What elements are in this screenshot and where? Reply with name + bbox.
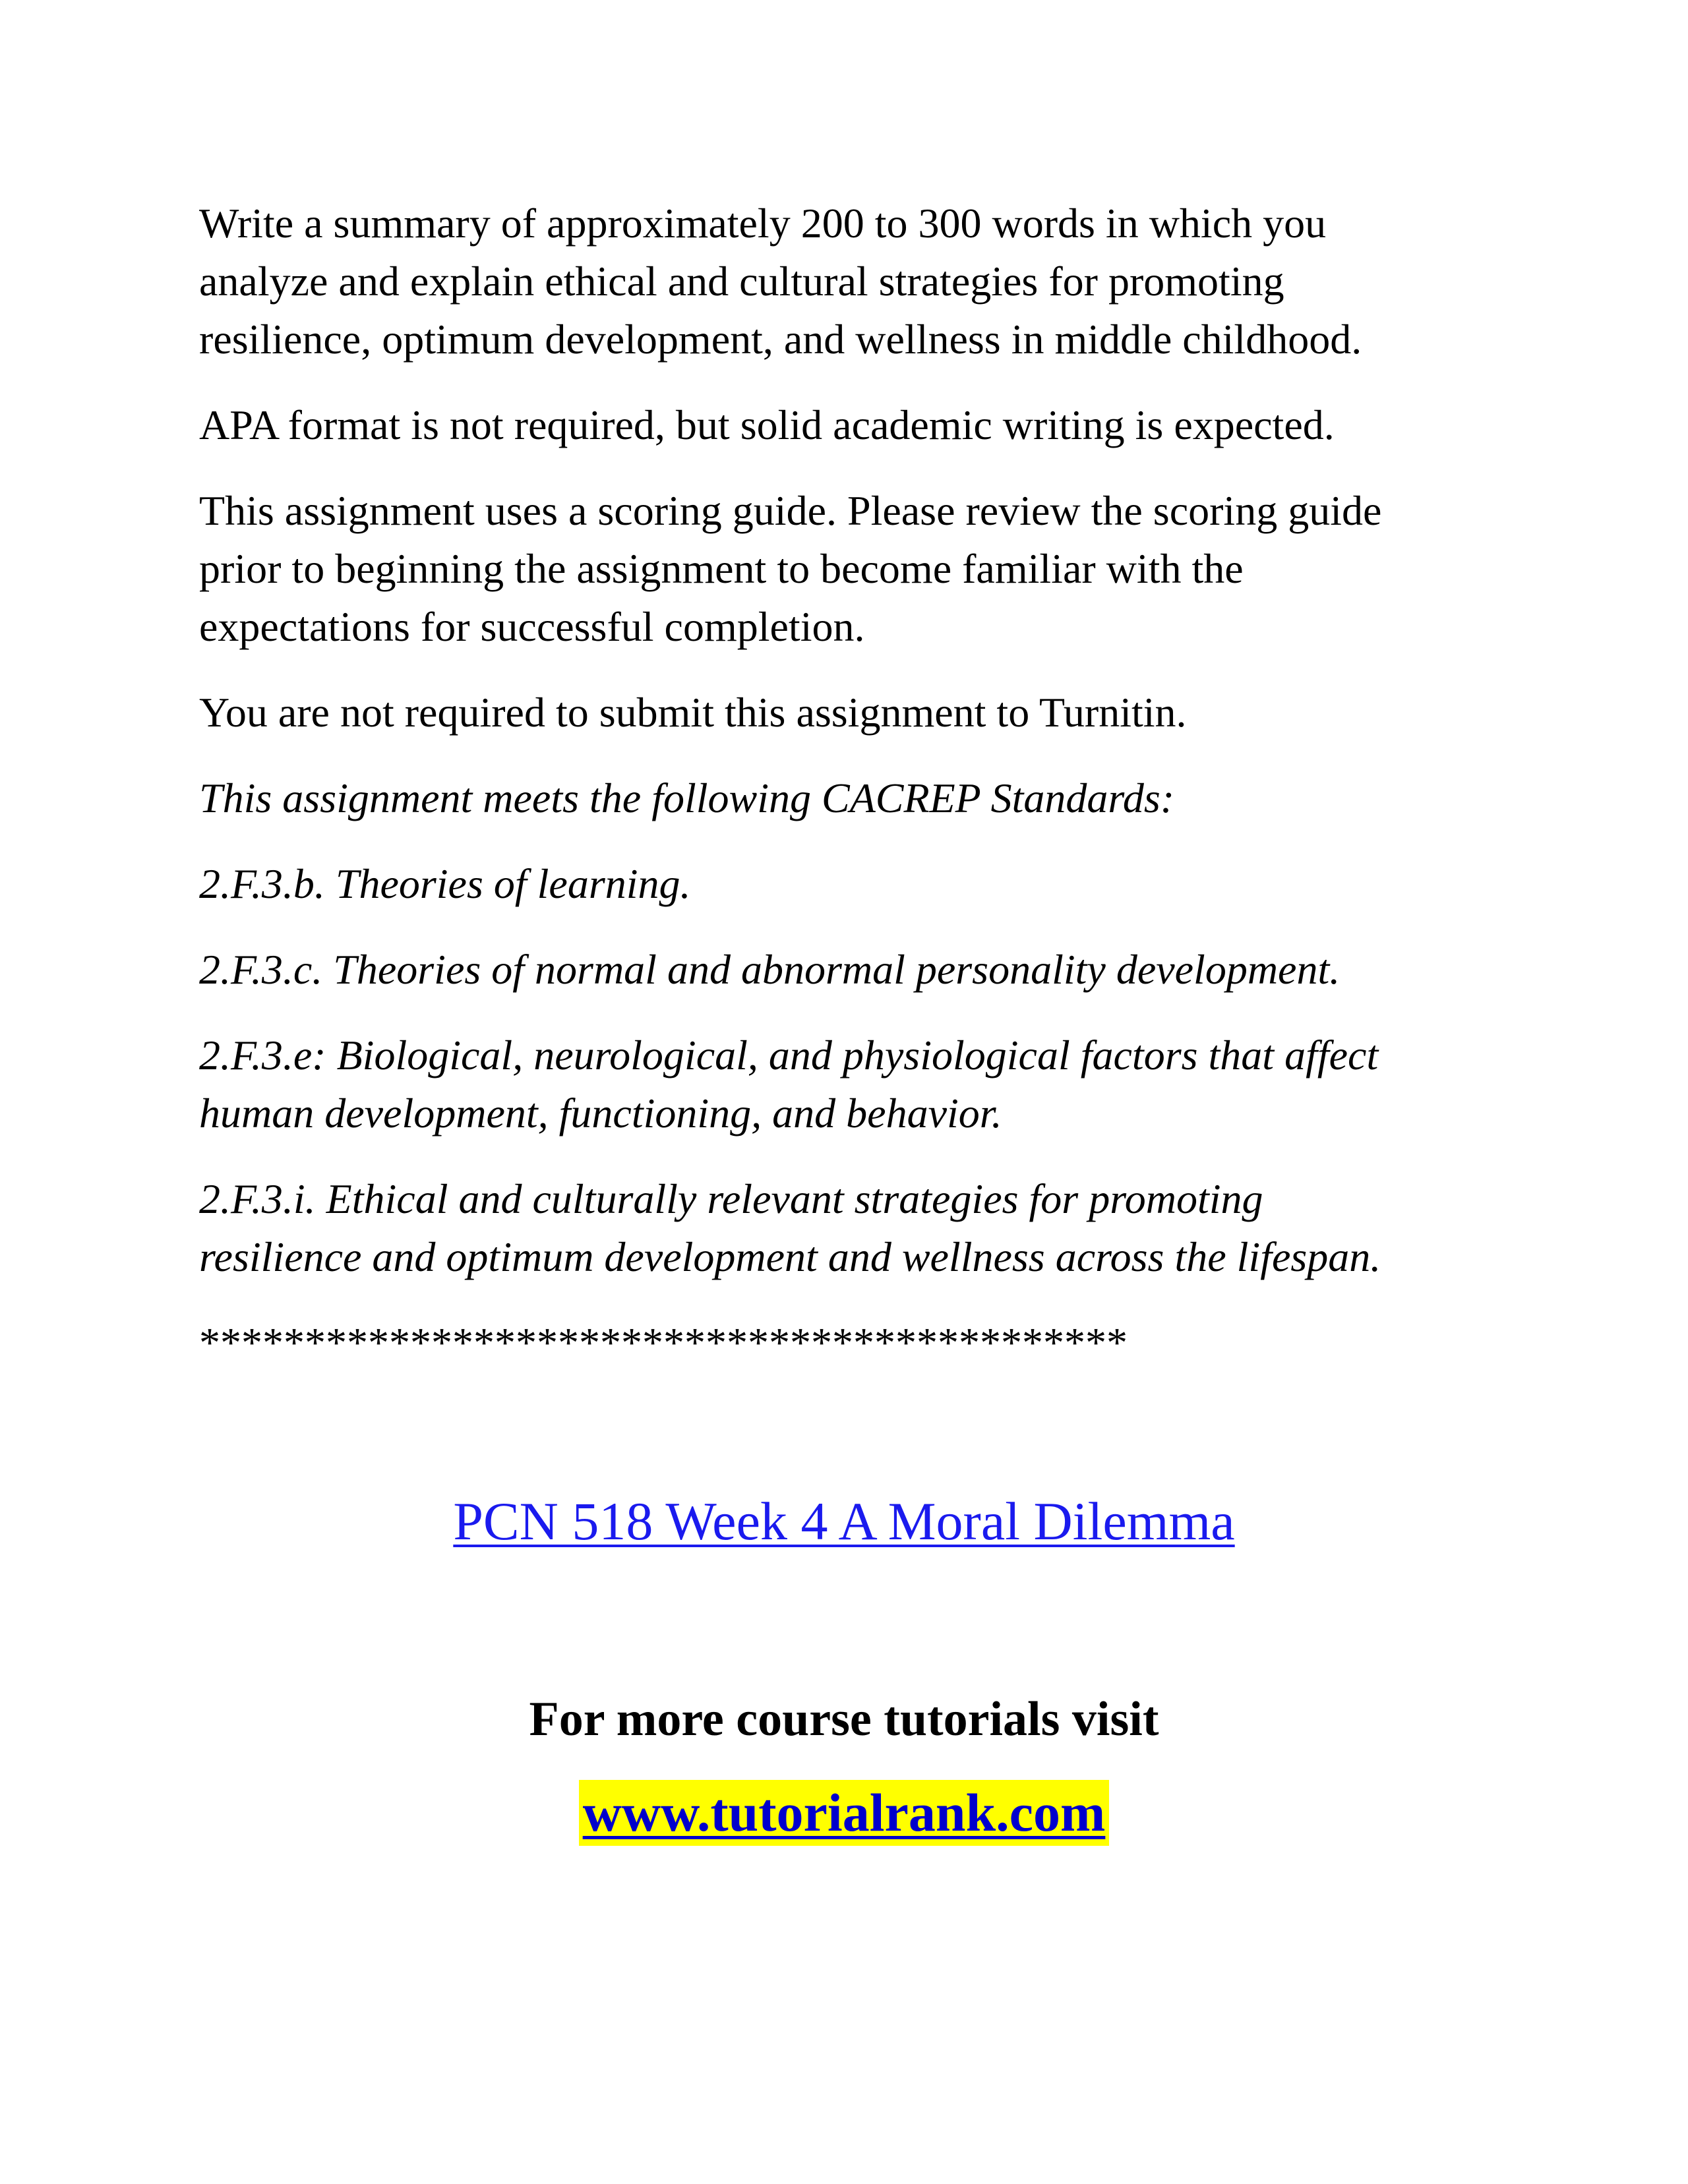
site-link[interactable]: www.tutorialrank.com — [579, 1780, 1110, 1846]
site-link-container — [0, 1780, 1688, 1846]
asterisk-separator: ******************************************** — [199, 1319, 1128, 1366]
paragraph-cacrep-intro: This assignment meets the following CACREP Standards: — [199, 775, 1175, 821]
paragraph-summary-instructions: Write a summary of approximately 200 to 300 words in which you analyze and explain ethical and cultural strategies for promoting resilience, optimum development, and wellness in middle childhood. — [199, 200, 1362, 363]
standard-2f3c: 2.F.3.c. Theories of normal and abnormal personality development. — [199, 946, 1341, 993]
paragraph-apa-format: APA format is not required, but solid academic writing is expected. — [199, 401, 1335, 448]
standard-2f3b: 2.F.3.b. Theories of learning. — [199, 860, 691, 907]
standard-2f3i: 2.F.3.i. Ethical and culturally relevant strategies for promoting resilience and optimum development and wellness across the lifespan. — [199, 1175, 1381, 1280]
standard-2f3e: 2.F.3.e: Biological, neurological, and physiological factors that affect human development, functioning, and behavior. — [199, 1032, 1379, 1136]
cta-text: For more course tutorials visit — [529, 1692, 1159, 1746]
course-link[interactable]: PCN 518 Week 4 A Moral Dilemma — [453, 1491, 1235, 1551]
assignment-body — [199, 194, 1478, 1372]
course-link-heading — [0, 1489, 1688, 1554]
paragraph-turnitin: You are not required to submit this assignment to Turnitin. — [199, 689, 1187, 736]
paragraph-scoring-guide: This assignment uses a scoring guide. Please review the scoring guide prior to beginning the assignment to become familiar with the expectations for successful completion. — [199, 487, 1382, 650]
